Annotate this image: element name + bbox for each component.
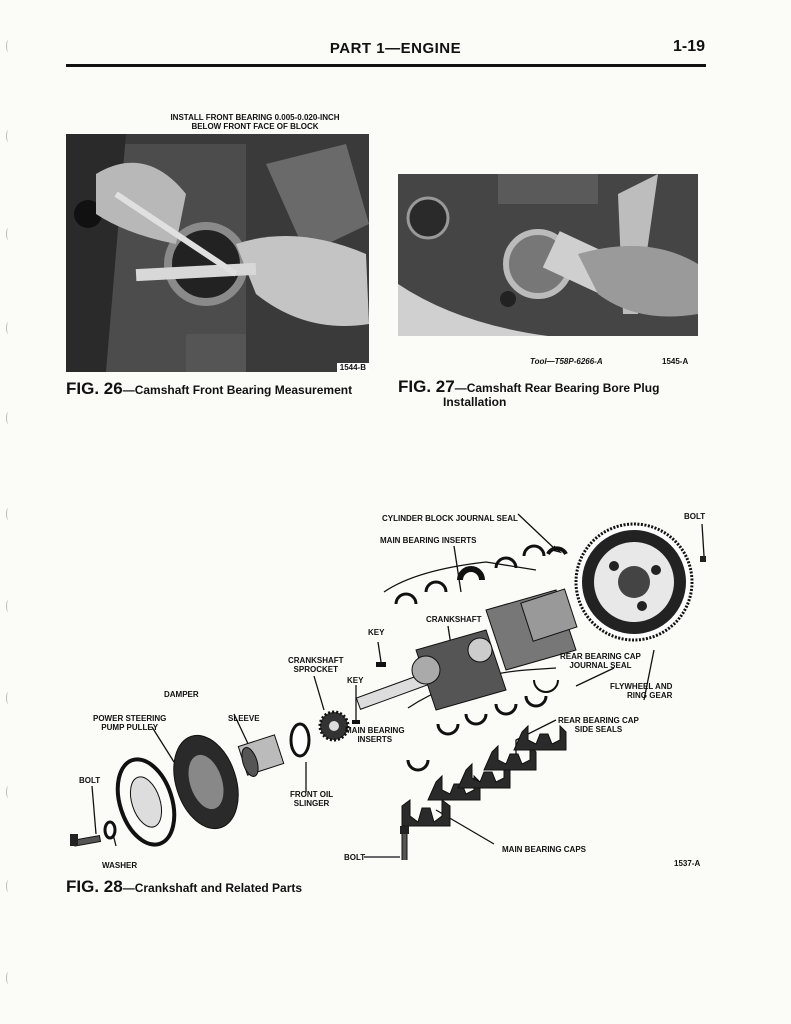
label-rear-bearing-cap-journal-seal [560,652,641,670]
binder-mark [6,130,11,142]
fig26-caption-text: —Camshaft Front Bearing Measurement [122,383,353,397]
label-rbc-side-seals-line1: REAR BEARING CAP [558,716,639,725]
binder-mark [6,600,11,612]
washer [105,822,115,838]
bolt-top [700,556,706,562]
bolt-left [70,834,100,846]
binder-mark [6,508,11,520]
label-rbc-side-seals-line2: SIDE SEALS [574,725,623,734]
fig27-code: 1545-A [662,357,689,366]
label-sleeve: SLEEVE [228,714,260,723]
fig27-caption-line1: —Camshaft Rear Bearing Bore Plug [454,381,660,395]
fig26-note-line1: INSTALL FRONT BEARING 0.005-0.020-INCH [170,113,340,122]
label-washer: WASHER [102,861,138,870]
label-key-upper: KEY [368,628,385,637]
label-rbc-journal-seal-line2: JOURNAL SEAL [569,661,632,670]
binder-mark [6,972,11,984]
label-flywheel-line1: FLYWHEEL AND [610,682,673,691]
label-mbi-lower-line1: MAIN BEARING [345,726,405,735]
binder-mark [6,322,11,334]
label-ps-pulley-line1: POWER STEERING [93,714,167,723]
label-main-bearing-caps: MAIN BEARING CAPS [502,845,587,854]
fig27-photo [398,174,698,336]
fig26-number: FIG. 26 [66,379,123,398]
page-header-title: PART 1—ENGINE [329,40,462,57]
key-upper [376,662,386,667]
label-crankshaft: CRANKSHAFT [426,615,482,624]
front-oil-slinger [291,724,309,756]
page-number: 1-19 [672,38,705,55]
fig27-tool-label: Tool—T58P-6266-A [530,357,603,366]
label-cylinder-block-journal-seal: CYLINDER BLOCK JOURNAL SEAL [382,514,518,523]
fig26-caption [66,379,353,398]
main-bearing-caps [402,726,566,826]
label-crankshaft-sprocket-line1: CRANKSHAFT [288,656,344,665]
label-damper: DAMPER [164,690,199,699]
fig28-caption-text: —Crankshaft and Related Parts [122,881,303,895]
label-main-bearing-inserts-top: MAIN BEARING INSERTS [380,536,477,545]
label-bolt-top: BOLT [684,512,706,521]
label-power-steering-pump-pulley [93,714,166,732]
label-front-oil-slinger-line2: SLINGER [293,799,330,808]
binder-mark [6,786,11,798]
fig27-caption-line2: Installation [443,395,507,409]
fig26-note [160,113,350,131]
label-bolt-left: BOLT [79,776,101,785]
power-steering-pump-pulley [108,752,185,852]
label-crankshaft-sprocket [288,656,344,674]
fig28-diagram [66,500,716,860]
flywheel-ring-gear [576,524,692,640]
label-rear-bearing-cap-side-seals [558,716,639,734]
label-flywheel-ring-gear [610,682,672,700]
label-front-oil-slinger [290,790,333,808]
label-mbi-lower-line2: INSERTS [357,735,393,744]
label-bolt-bottom: BOLT [344,853,366,862]
crankshaft-sprocket [320,712,348,740]
header-rule [66,64,706,67]
label-crankshaft-sprocket-line2: SPROCKET [293,665,338,674]
fig28-number: FIG. 28 [66,877,123,896]
label-key-lower: KEY [347,676,364,685]
fig26-note-line2: BELOW FRONT FACE OF BLOCK [191,122,319,131]
label-rbc-journal-seal-line1: REAR BEARING CAP [560,652,641,661]
binder-mark [6,692,11,704]
bolt-bottom [400,826,409,860]
fig28-caption [66,877,303,896]
fig28-code: 1537-A [674,859,701,868]
label-flywheel-line2: RING GEAR [627,691,673,700]
fig26-photo [66,134,369,372]
binder-mark [6,228,11,240]
label-ps-pulley-line2: PUMP PULLEY [101,723,159,732]
key-lower [352,720,360,724]
fig27-number: FIG. 27 [398,377,455,396]
fig27-caption [398,377,660,409]
binder-mark [6,412,11,424]
sleeve [238,735,283,779]
label-front-oil-slinger-line1: FRONT OIL [290,790,334,799]
binder-mark [6,880,11,892]
label-main-bearing-inserts-lower [345,726,405,744]
fig26-code: 1544-B [337,363,369,372]
